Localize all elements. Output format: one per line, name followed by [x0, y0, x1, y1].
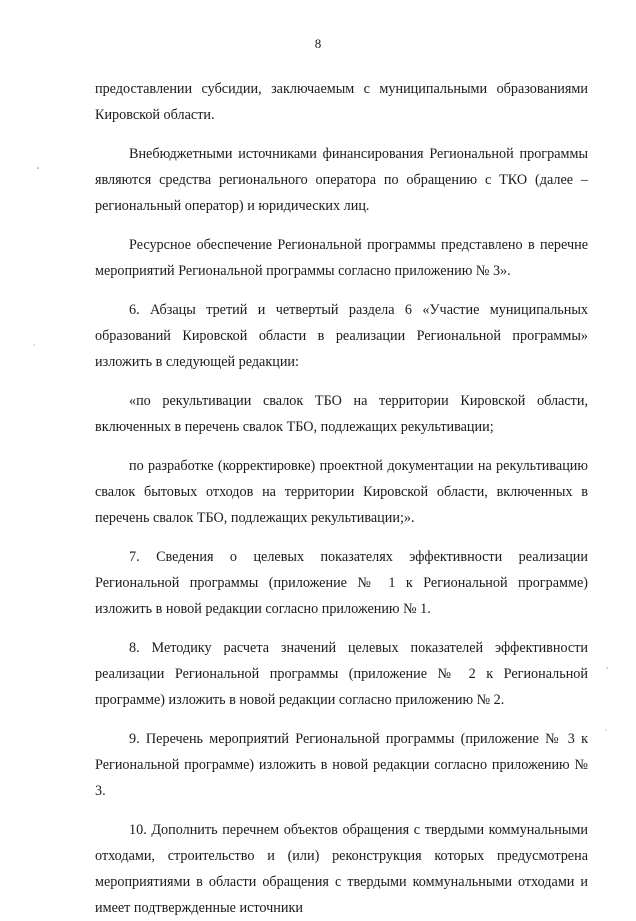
paragraph-item-8: 8. Методику расчета значений целевых показателей эффективности реализации Региональной программы (приложение № 2 к Региональной программе) изложить в новой редакции согласно приложению № 2. — [95, 640, 588, 708]
paragraph-item-9: 9. Перечень мероприятий Региональной программы (приложение № 3 к Региональной программе) изложить в новой редакции согласно приложению № 3. — [95, 731, 588, 799]
paragraph-item-6: 6. Абзацы третий и четвертый раздела 6 «Участие муниципальных образований Кировской области в реализации Региональной программы» изложить в следующей редакции: — [95, 302, 588, 370]
paragraph-quote-design-docs: по разработке (корректировке) проектной документации на рекультивацию свалок бытовых отходов на территории Кировской области, включенных в перечень свалок ТБО, подлежащих рекультивации;». — [95, 458, 588, 526]
paragraph-item-10: 10. Дополнить перечнем объектов обращения с твердыми коммунальными отходами, строительство и (или) реконструкция которых предусмотрена мероприятиями в области обращения с твердыми коммунальными отходами и имеет подтвержденные источники — [95, 822, 588, 916]
paragraph-subsidy-continuation: предоставлении субсидии, заключаемым с муниципальными образованиями Кировской области. — [95, 81, 588, 123]
paragraph-extrabudgetary-sources: Внебюджетными источниками финансирования Региональной программы являются средства регионального оператора по обращению с ТКО (далее – региональный оператор) и юридических лиц. — [95, 146, 588, 214]
paragraph-resource-provision: Ресурсное обеспечение Региональной программы представлено в перечне мероприятий Региональной программы согласно приложению № 3». — [95, 237, 588, 279]
paragraph-item-7: 7. Сведения о целевых показателях эффективности реализации Региональной программы (приложение № 1 к Региональной программе) изложить в новой редакции согласно приложению № 1. — [95, 549, 588, 617]
document-body — [95, 76, 588, 921]
page-number: 8 — [314, 36, 322, 51]
paragraph-quote-recultivation: «по рекультивации свалок ТБО на территории Кировской области, включенных в перечень свалок ТБО, подлежащих рекультивации; — [95, 393, 588, 435]
